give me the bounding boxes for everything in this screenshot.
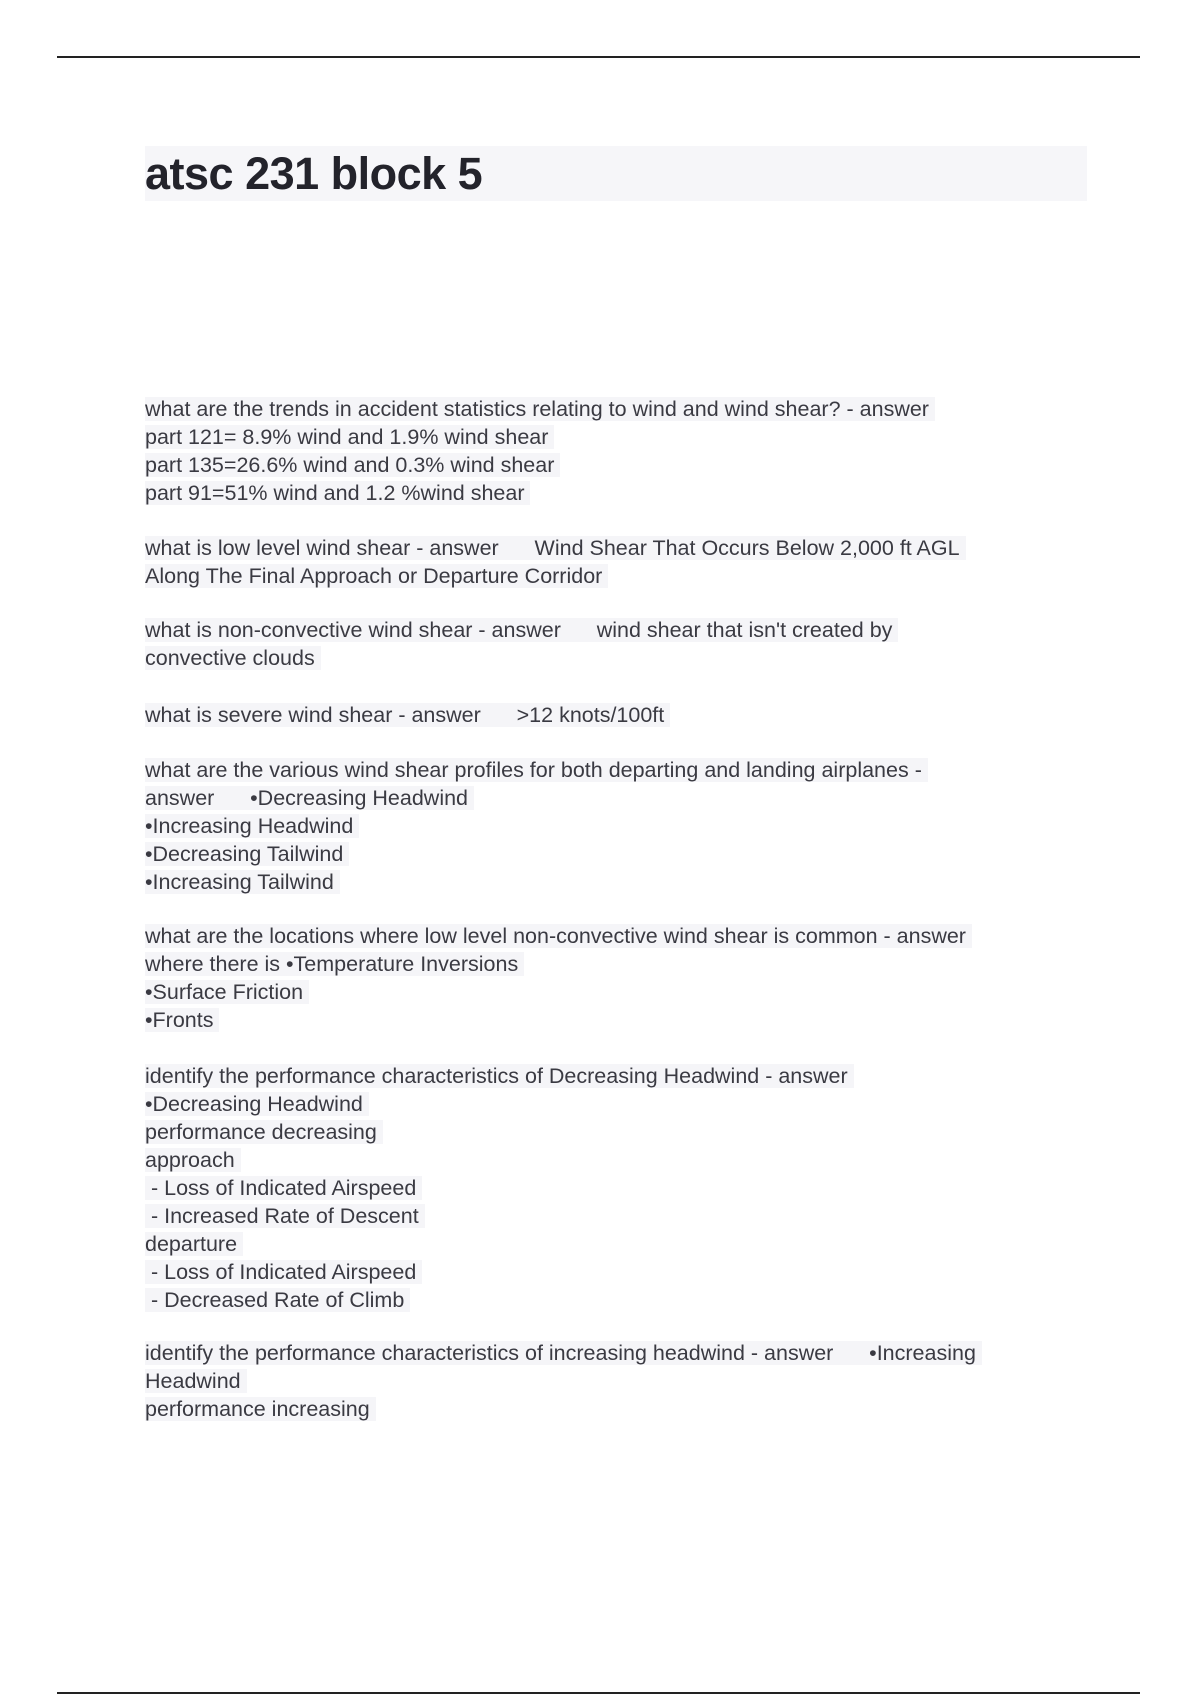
flashcard-line [145,479,1085,507]
flashcard-line [145,562,1085,590]
flashcard [145,701,1085,729]
flashcard-line-text: •Increasing Headwind [145,814,359,838]
flashcard-line-text: Headwind [145,1369,247,1393]
flashcard-line-text: departure [145,1232,243,1256]
flashcard-line [145,1062,1085,1090]
flashcard-line [145,1202,1085,1230]
flashcard-line [145,1339,1085,1367]
flashcard-line [145,395,1085,423]
flashcard-line-text: what are the various wind shear profiles for both departing and landing airplanes - [145,758,928,782]
flashcard-line [145,451,1085,479]
flashcard [145,1062,1085,1314]
flashcard-line [145,616,1085,644]
flashcard-line [145,1146,1085,1174]
top-rule [57,56,1140,58]
flashcard-line [145,1367,1085,1395]
flashcard-line [145,1118,1085,1146]
flashcard-line-text: what is low level wind shear - answer Wind Shear That Occurs Below 2,000 ft AGL [145,536,966,560]
flashcard-line-text: Along The Final Approach or Departure Corridor [145,564,608,588]
flashcard [145,395,1085,507]
flashcard-line-text: identify the performance characteristics of Decreasing Headwind - answer [145,1064,854,1088]
flashcard-line [145,423,1085,451]
flashcard-line-text: part 91=51% wind and 1.2 %wind shear [145,481,530,505]
flashcard-line [145,1230,1085,1258]
flashcard-line-text: part 121= 8.9% wind and 1.9% wind shear [145,425,554,449]
flashcard-line [145,1395,1085,1423]
flashcard-line [145,1286,1085,1314]
flashcard-line [145,922,1085,950]
flashcard-line-text: •Increasing Tailwind [145,870,340,894]
flashcard-line [145,1258,1085,1286]
bottom-rule [57,1692,1140,1694]
flashcard [145,1339,1085,1423]
flashcard-line [145,756,1085,784]
flashcard-line [145,1174,1085,1202]
flashcard [145,616,1085,672]
flashcard-line [145,644,1085,672]
flashcard-line-text: performance decreasing [145,1120,383,1144]
flashcard-line [145,534,1085,562]
flashcard-line [145,840,1085,868]
flashcard-line-text: - Loss of Indicated Airspeed [145,1260,422,1284]
flashcard-line-text: approach [145,1148,241,1172]
flashcard-line-text: •Decreasing Tailwind [145,842,349,866]
flashcard-line [145,1006,1085,1034]
flashcard-line [145,868,1085,896]
flashcard-line-text: convective clouds [145,646,321,670]
flashcard-line [145,784,1085,812]
flashcard-line-text: where there is •Temperature Inversions [145,952,524,976]
flashcard-line-text: •Decreasing Headwind [145,1092,369,1116]
flashcard-line-text: •Surface Friction [145,980,309,1004]
flashcard-line [145,812,1085,840]
flashcard-line [145,950,1085,978]
flashcard-line-text: - Increased Rate of Descent [145,1204,425,1228]
flashcard [145,534,1085,590]
flashcard-line-text: - Decreased Rate of Climb [145,1288,410,1312]
flashcard-line [145,701,1085,729]
flashcard-line-text: what is non-convective wind shear - answer wind shear that isn't created by [145,618,898,642]
flashcard-line-text: identify the performance characteristics of increasing headwind - answer •Increasing [145,1341,982,1365]
flashcard-line-text: part 135=26.6% wind and 0.3% wind shear [145,453,560,477]
flashcard [145,922,1085,1034]
flashcard-line [145,978,1085,1006]
flashcard-line-text: what are the trends in accident statistics relating to wind and wind shear? - answer [145,397,935,421]
flashcard-line [145,1090,1085,1118]
flashcard-line-text: answer •Decreasing Headwind [145,786,474,810]
flashcard-line-text: •Fronts [145,1008,219,1032]
page-title: atsc 231 block 5 [145,148,483,199]
flashcard-line-text: what is severe wind shear - answer >12 knots/100ft [145,703,670,727]
flashcard-line-text: what are the locations where low level non-convective wind shear is common - answer [145,924,972,948]
flashcard-line-text: - Loss of Indicated Airspeed [145,1176,422,1200]
flashcard [145,756,1085,896]
flashcard-line-text: performance increasing [145,1397,376,1421]
